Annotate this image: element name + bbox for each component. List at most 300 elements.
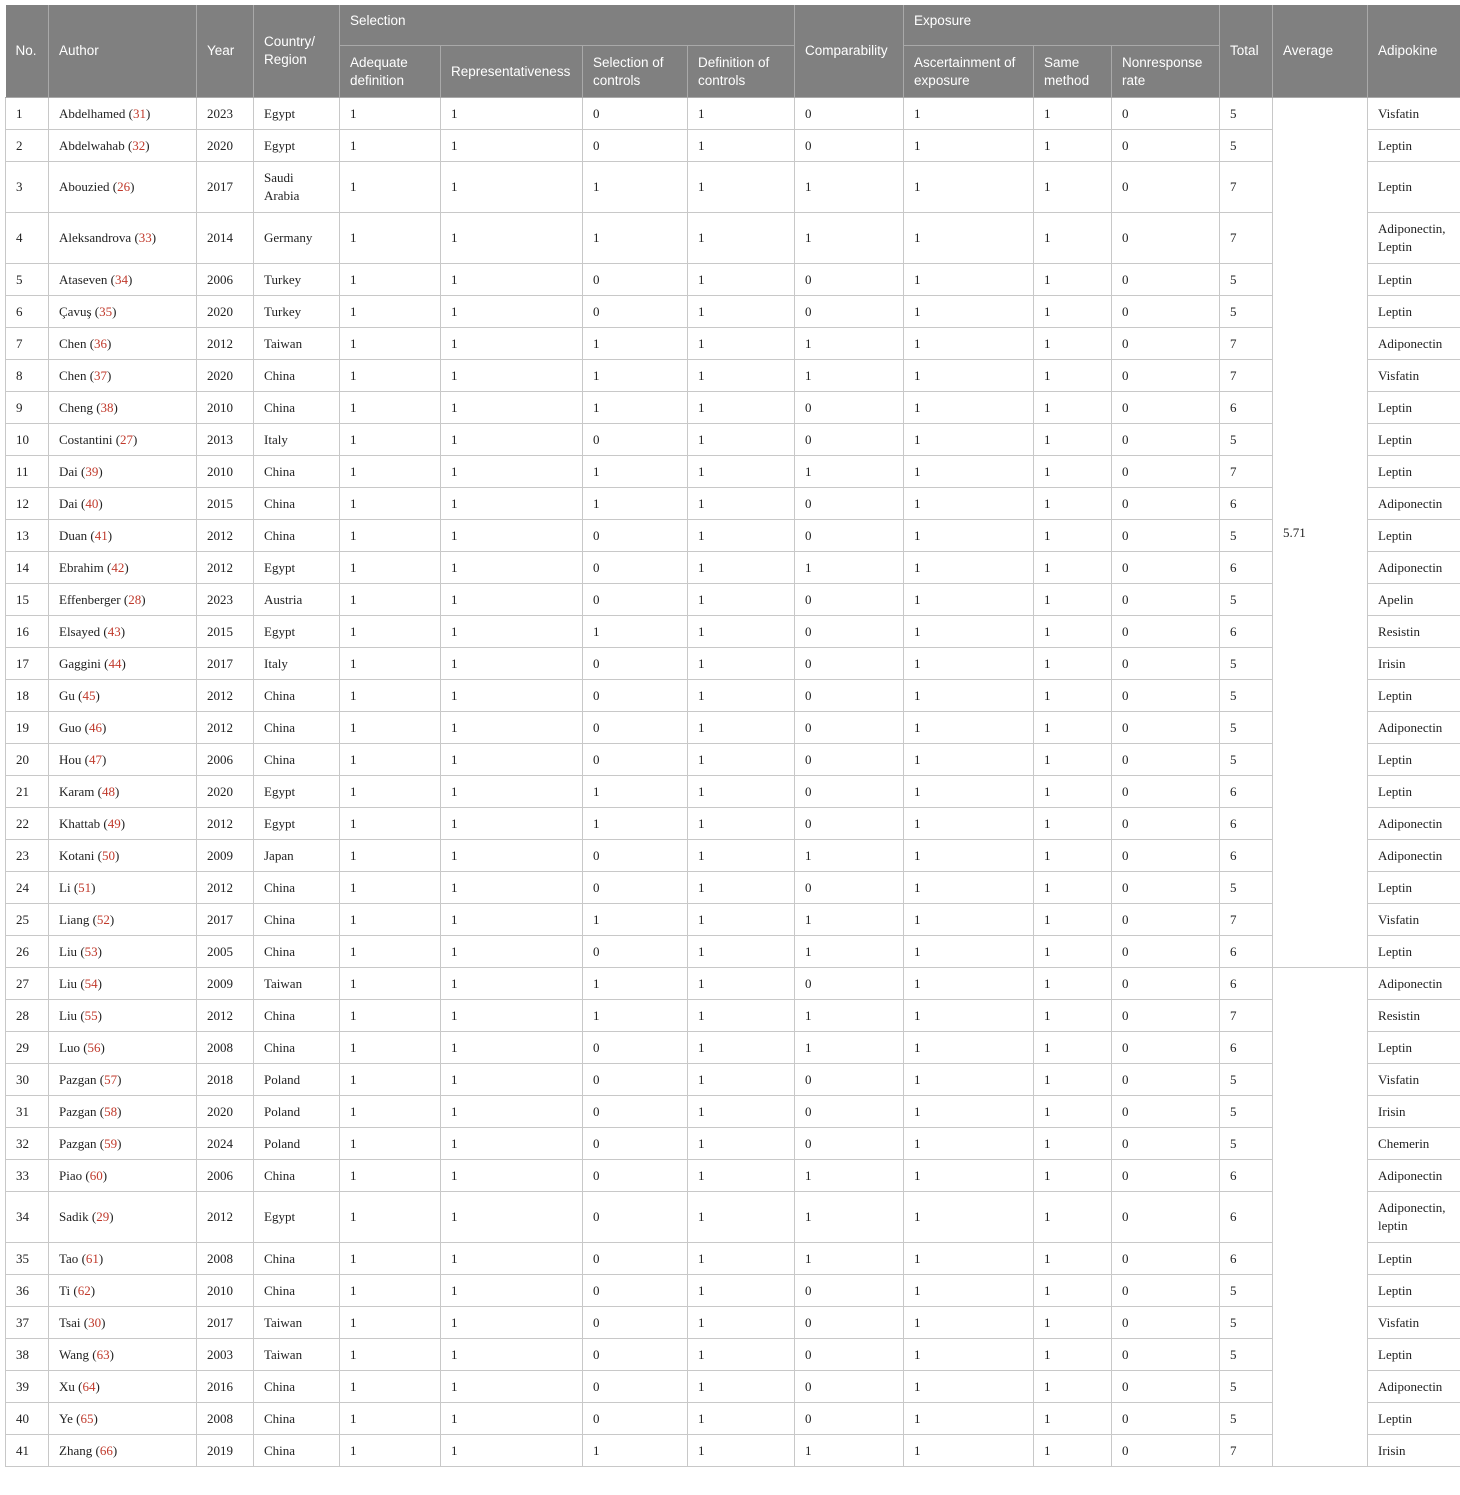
cell-nonresponse-rate: 0 <box>1112 776 1220 808</box>
cell-total: 5 <box>1220 520 1273 552</box>
reference-link[interactable]: 54 <box>84 975 98 991</box>
cell-country: Poland <box>254 1096 340 1128</box>
cell-year: 2015 <box>197 616 254 648</box>
cell-author: Abdelwahab (32) <box>49 130 197 162</box>
cell-adequate-definition: 1 <box>340 872 441 904</box>
cell-no: 16 <box>6 616 49 648</box>
header-selection-of-controls: Selection of controls <box>583 46 688 98</box>
cell-total: 5 <box>1220 648 1273 680</box>
cell-same-method: 1 <box>1034 392 1112 424</box>
cell-definition-of-controls: 1 <box>688 264 795 296</box>
table-row <box>6 264 1460 296</box>
cell-total: 5 <box>1220 1339 1273 1371</box>
cell-same-method: 1 <box>1034 520 1112 552</box>
cell-selection-of-controls: 0 <box>583 264 688 296</box>
cell-same-method: 1 <box>1034 872 1112 904</box>
reference-link[interactable]: 30 <box>88 1314 102 1330</box>
cell-representativeness: 1 <box>441 213 583 264</box>
cell-same-method: 1 <box>1034 1371 1112 1403</box>
cell-author: Ye (65) <box>49 1403 197 1435</box>
reference-link[interactable]: 48 <box>101 783 115 799</box>
cell-selection-of-controls: 0 <box>583 840 688 872</box>
cell-comparability: 1 <box>795 840 904 872</box>
table-row <box>6 968 1460 1000</box>
reference-link[interactable]: 36 <box>94 335 108 351</box>
cell-selection-of-controls: 0 <box>583 130 688 162</box>
cell-definition-of-controls: 1 <box>688 776 795 808</box>
cell-adequate-definition: 1 <box>340 616 441 648</box>
cell-comparability: 1 <box>795 1160 904 1192</box>
cell-representativeness: 1 <box>441 328 583 360</box>
author-name: Elsayed <box>59 623 101 639</box>
cell-adequate-definition: 1 <box>340 424 441 456</box>
reference-link[interactable]: 26 <box>117 179 131 194</box>
cell-nonresponse-rate: 0 <box>1112 488 1220 520</box>
cell-comparability: 0 <box>795 1403 904 1435</box>
cell-no: 4 <box>6 213 49 264</box>
cell-country: Italy <box>254 648 340 680</box>
cell-selection-of-controls: 0 <box>583 1371 688 1403</box>
header-same-method: Same method <box>1034 46 1112 98</box>
cell-country: China <box>254 1243 340 1275</box>
reference-link[interactable]: 51 <box>78 879 92 895</box>
reference-link[interactable]: 41 <box>94 527 108 543</box>
cell-country: Turkey <box>254 264 340 296</box>
reference-link[interactable]: 37 <box>94 367 108 383</box>
cell-adequate-definition: 1 <box>340 936 441 968</box>
cell-adequate-definition: 1 <box>340 1435 441 1467</box>
cell-selection-of-controls: 1 <box>583 904 688 936</box>
cell-country: Egypt <box>254 808 340 840</box>
cell-representativeness: 1 <box>441 424 583 456</box>
cell-total: 6 <box>1220 840 1273 872</box>
cell-ascertainment-of-exposure: 1 <box>904 1403 1034 1435</box>
cell-ascertainment-of-exposure: 1 <box>904 680 1034 712</box>
cell-selection-of-controls: 1 <box>583 162 688 213</box>
cell-no: 40 <box>6 1403 49 1435</box>
cell-selection-of-controls: 0 <box>583 680 688 712</box>
cell-year: 2017 <box>197 648 254 680</box>
cell-average-empty <box>1273 968 1368 1467</box>
cell-adipokine: Adiponectin <box>1368 488 1460 520</box>
cell-ascertainment-of-exposure: 1 <box>904 584 1034 616</box>
reference-link[interactable]: 56 <box>87 1039 101 1055</box>
cell-adipokine: Visfatin <box>1368 1064 1460 1096</box>
cell-adipokine: Apelin <box>1368 584 1460 616</box>
author-name: Chen <box>59 367 87 383</box>
cell-nonresponse-rate: 0 <box>1112 1032 1220 1064</box>
reference-link[interactable]: 34 <box>114 271 128 287</box>
reference-link[interactable]: 35 <box>99 303 113 319</box>
cell-adipokine: Irisin <box>1368 1435 1460 1467</box>
cell-selection-of-controls: 1 <box>583 488 688 520</box>
cell-definition-of-controls: 1 <box>688 1064 795 1096</box>
cell-ascertainment-of-exposure: 1 <box>904 936 1034 968</box>
cell-nonresponse-rate: 0 <box>1112 1307 1220 1339</box>
cell-same-method: 1 <box>1034 744 1112 776</box>
cell-selection-of-controls: 0 <box>583 584 688 616</box>
cell-nonresponse-rate: 0 <box>1112 904 1220 936</box>
cell-definition-of-controls: 1 <box>688 712 795 744</box>
table-row <box>6 1243 1460 1275</box>
cell-total: 5 <box>1220 680 1273 712</box>
cell-definition-of-controls: 1 <box>688 904 795 936</box>
cell-total: 5 <box>1220 712 1273 744</box>
cell-representativeness: 1 <box>441 872 583 904</box>
author-name: Effenberger <box>59 591 121 607</box>
cell-adequate-definition: 1 <box>340 1096 441 1128</box>
cell-total: 6 <box>1220 1032 1273 1064</box>
reference-link[interactable]: 58 <box>104 1103 118 1119</box>
cell-ascertainment-of-exposure: 1 <box>904 130 1034 162</box>
cell-total: 5 <box>1220 296 1273 328</box>
cell-adipokine: Resistin <box>1368 616 1460 648</box>
table-row <box>6 296 1460 328</box>
cell-representativeness: 1 <box>441 1096 583 1128</box>
cell-selection-of-controls: 0 <box>583 1096 688 1128</box>
reference-link[interactable]: 45 <box>82 687 96 703</box>
cell-definition-of-controls: 1 <box>688 1000 795 1032</box>
cell-year: 2018 <box>197 1064 254 1096</box>
cell-no: 14 <box>6 552 49 584</box>
cell-representativeness: 1 <box>441 1307 583 1339</box>
cell-country: China <box>254 1000 340 1032</box>
cell-ascertainment-of-exposure: 1 <box>904 1243 1034 1275</box>
cell-author: Luo (56) <box>49 1032 197 1064</box>
cell-author: Wang (63) <box>49 1339 197 1371</box>
cell-year: 2012 <box>197 680 254 712</box>
cell-total: 5 <box>1220 1371 1273 1403</box>
cell-no: 18 <box>6 680 49 712</box>
cell-comparability: 1 <box>795 936 904 968</box>
cell-adipokine: Adiponectin, leptin <box>1368 1192 1460 1243</box>
cell-adequate-definition: 1 <box>340 213 441 264</box>
cell-year: 2003 <box>197 1339 254 1371</box>
reference-link[interactable]: 63 <box>96 1346 110 1362</box>
cell-adipokine: Leptin <box>1368 162 1460 213</box>
author-name: Cheng <box>59 399 93 415</box>
cell-same-method: 1 <box>1034 1243 1112 1275</box>
cell-comparability: 0 <box>795 1128 904 1160</box>
cell-representativeness: 1 <box>441 296 583 328</box>
cell-no: 19 <box>6 712 49 744</box>
cell-comparability: 0 <box>795 648 904 680</box>
cell-same-method: 1 <box>1034 1403 1112 1435</box>
cell-ascertainment-of-exposure: 1 <box>904 904 1034 936</box>
reference-link[interactable]: 29 <box>96 1209 110 1224</box>
cell-representativeness: 1 <box>441 1128 583 1160</box>
reference-link[interactable]: 61 <box>85 1250 99 1266</box>
cell-country: Austria <box>254 584 340 616</box>
table-row <box>6 1275 1460 1307</box>
cell-same-method: 1 <box>1034 1339 1112 1371</box>
cell-comparability: 1 <box>795 904 904 936</box>
cell-adequate-definition: 1 <box>340 744 441 776</box>
header-country: Country/ Region <box>254 5 340 98</box>
cell-country: Egypt <box>254 776 340 808</box>
cell-year: 2012 <box>197 1192 254 1243</box>
cell-ascertainment-of-exposure: 1 <box>904 328 1034 360</box>
cell-ascertainment-of-exposure: 1 <box>904 744 1034 776</box>
reference-link[interactable]: 33 <box>138 230 152 245</box>
cell-ascertainment-of-exposure: 1 <box>904 1307 1034 1339</box>
cell-adequate-definition: 1 <box>340 648 441 680</box>
reference-link[interactable]: 66 <box>99 1442 113 1458</box>
author-name: Guo <box>59 719 82 735</box>
cell-adequate-definition: 1 <box>340 680 441 712</box>
cell-country: China <box>254 1403 340 1435</box>
header-nonresponse-rate: Nonresponse rate <box>1112 46 1220 98</box>
cell-definition-of-controls: 1 <box>688 1275 795 1307</box>
reference-link[interactable]: 57 <box>104 1071 118 1087</box>
cell-ascertainment-of-exposure: 1 <box>904 712 1034 744</box>
author-name: Costantini <box>59 431 113 447</box>
cell-same-method: 1 <box>1034 424 1112 456</box>
author-name: Çavuş <box>59 303 92 319</box>
reference-link[interactable]: 62 <box>77 1282 91 1298</box>
cell-comparability: 0 <box>795 520 904 552</box>
cell-total: 7 <box>1220 162 1273 213</box>
table-row <box>6 1128 1460 1160</box>
cell-ascertainment-of-exposure: 1 <box>904 424 1034 456</box>
cell-comparability: 1 <box>795 1243 904 1275</box>
author-name: Aleksandrova <box>59 230 132 245</box>
cell-ascertainment-of-exposure: 1 <box>904 1128 1034 1160</box>
reference-link[interactable]: 39 <box>85 463 99 479</box>
cell-adipokine: Adiponectin <box>1368 712 1460 744</box>
reference-link[interactable]: 28 <box>128 591 142 607</box>
cell-adipokine: Visfatin <box>1368 98 1460 130</box>
cell-author: Pazgan (57) <box>49 1064 197 1096</box>
cell-total: 5 <box>1220 1096 1273 1128</box>
cell-same-method: 1 <box>1034 1307 1112 1339</box>
reference-link[interactable]: 52 <box>96 911 110 927</box>
cell-adequate-definition: 1 <box>340 296 441 328</box>
cell-country: Taiwan <box>254 1339 340 1371</box>
cell-country: Egypt <box>254 130 340 162</box>
cell-adipokine: Leptin <box>1368 392 1460 424</box>
cell-author: Elsayed (43) <box>49 616 197 648</box>
cell-author: Ataseven (34) <box>49 264 197 296</box>
cell-same-method: 1 <box>1034 360 1112 392</box>
author-name: Liang <box>59 911 90 927</box>
cell-representativeness: 1 <box>441 584 583 616</box>
cell-no: 20 <box>6 744 49 776</box>
cell-country: China <box>254 712 340 744</box>
cell-country: Poland <box>254 1128 340 1160</box>
table-row <box>6 936 1460 968</box>
cell-selection-of-controls: 0 <box>583 1128 688 1160</box>
cell-no: 2 <box>6 130 49 162</box>
cell-year: 2014 <box>197 213 254 264</box>
cell-definition-of-controls: 1 <box>688 392 795 424</box>
reference-link[interactable]: 60 <box>89 1167 103 1183</box>
cell-representativeness: 1 <box>441 744 583 776</box>
cell-definition-of-controls: 1 <box>688 456 795 488</box>
cell-selection-of-controls: 0 <box>583 98 688 130</box>
cell-total: 5 <box>1220 98 1273 130</box>
reference-link[interactable]: 46 <box>88 719 102 735</box>
cell-representativeness: 1 <box>441 1243 583 1275</box>
reference-link[interactable]: 42 <box>111 559 125 575</box>
cell-same-method: 1 <box>1034 213 1112 264</box>
cell-representativeness: 1 <box>441 776 583 808</box>
cell-representativeness: 1 <box>441 1403 583 1435</box>
cell-comparability: 0 <box>795 488 904 520</box>
cell-no: 29 <box>6 1032 49 1064</box>
cell-same-method: 1 <box>1034 162 1112 213</box>
cell-total: 6 <box>1220 392 1273 424</box>
cell-representativeness: 1 <box>441 616 583 648</box>
author-name: Kotani <box>59 847 95 863</box>
cell-adequate-definition: 1 <box>340 1403 441 1435</box>
cell-adipokine: Leptin <box>1368 680 1460 712</box>
table-row <box>6 360 1460 392</box>
cell-total: 7 <box>1220 1000 1273 1032</box>
cell-selection-of-controls: 0 <box>583 712 688 744</box>
cell-year: 2012 <box>197 328 254 360</box>
cell-total: 6 <box>1220 936 1273 968</box>
author-name: Pazgan <box>59 1135 97 1151</box>
cell-total: 5 <box>1220 744 1273 776</box>
cell-adequate-definition: 1 <box>340 712 441 744</box>
cell-ascertainment-of-exposure: 1 <box>904 648 1034 680</box>
cell-no: 31 <box>6 1096 49 1128</box>
table-row <box>6 328 1460 360</box>
author-name: Luo <box>59 1039 80 1055</box>
cell-ascertainment-of-exposure: 1 <box>904 1064 1034 1096</box>
cell-no: 34 <box>6 1192 49 1243</box>
cell-adipokine: Adiponectin, Leptin <box>1368 213 1460 264</box>
reference-link[interactable]: 47 <box>88 751 102 767</box>
cell-no: 33 <box>6 1160 49 1192</box>
cell-definition-of-controls: 1 <box>688 98 795 130</box>
cell-author: Xu (64) <box>49 1371 197 1403</box>
cell-representativeness: 1 <box>441 98 583 130</box>
author-name: Karam <box>59 783 95 799</box>
cell-selection-of-controls: 1 <box>583 808 688 840</box>
cell-year: 2020 <box>197 130 254 162</box>
cell-definition-of-controls: 1 <box>688 296 795 328</box>
reference-link[interactable]: 50 <box>101 847 115 863</box>
cell-country: Taiwan <box>254 1307 340 1339</box>
cell-representativeness: 1 <box>441 1032 583 1064</box>
cell-comparability: 1 <box>795 1192 904 1243</box>
cell-no: 25 <box>6 904 49 936</box>
header-author: Author <box>49 5 197 98</box>
reference-link[interactable]: 32 <box>132 137 146 153</box>
author-name: Gu <box>59 687 75 703</box>
cell-same-method: 1 <box>1034 1435 1112 1467</box>
reference-link[interactable]: 49 <box>107 815 121 831</box>
cell-adipokine: Adiponectin <box>1368 328 1460 360</box>
cell-same-method: 1 <box>1034 1064 1112 1096</box>
cell-author: Liu (54) <box>49 968 197 1000</box>
reference-link[interactable]: 64 <box>82 1378 96 1394</box>
cell-author: Chen (37) <box>49 360 197 392</box>
reference-link[interactable]: 43 <box>107 623 121 639</box>
cell-ascertainment-of-exposure: 1 <box>904 776 1034 808</box>
reference-link[interactable]: 55 <box>84 1007 98 1023</box>
table-row <box>6 1339 1460 1371</box>
cell-total: 5 <box>1220 424 1273 456</box>
header-representativeness: Representativeness <box>441 46 583 98</box>
cell-definition-of-controls: 1 <box>688 648 795 680</box>
cell-year: 2008 <box>197 1403 254 1435</box>
cell-adequate-definition: 1 <box>340 456 441 488</box>
cell-nonresponse-rate: 0 <box>1112 1000 1220 1032</box>
cell-year: 2010 <box>197 1275 254 1307</box>
reference-link[interactable]: 38 <box>100 399 114 415</box>
cell-ascertainment-of-exposure: 1 <box>904 808 1034 840</box>
table-row <box>6 776 1460 808</box>
reference-link[interactable]: 65 <box>80 1410 94 1426</box>
cell-definition-of-controls: 1 <box>688 744 795 776</box>
table-row <box>6 130 1460 162</box>
author-name: Dai <box>59 463 78 479</box>
cell-representativeness: 1 <box>441 130 583 162</box>
author-name: Sadik <box>59 1209 89 1224</box>
cell-representativeness: 1 <box>441 488 583 520</box>
cell-no: 11 <box>6 456 49 488</box>
cell-ascertainment-of-exposure: 1 <box>904 1032 1034 1064</box>
cell-country: Taiwan <box>254 328 340 360</box>
cell-country: China <box>254 392 340 424</box>
cell-adipokine: Adiponectin <box>1368 1160 1460 1192</box>
reference-link[interactable]: 44 <box>108 655 122 671</box>
cell-representativeness: 1 <box>441 1160 583 1192</box>
cell-selection-of-controls: 1 <box>583 776 688 808</box>
header-definition-of-controls: Definition of controls <box>688 46 795 98</box>
reference-link[interactable]: 27 <box>120 431 134 447</box>
cell-nonresponse-rate: 0 <box>1112 1128 1220 1160</box>
reference-link[interactable]: 31 <box>133 105 147 121</box>
cell-selection-of-controls: 0 <box>583 1160 688 1192</box>
cell-country: Germany <box>254 213 340 264</box>
cell-comparability: 0 <box>795 98 904 130</box>
cell-year: 2006 <box>197 1160 254 1192</box>
cell-ascertainment-of-exposure: 1 <box>904 616 1034 648</box>
cell-comparability: 0 <box>795 776 904 808</box>
cell-no: 23 <box>6 840 49 872</box>
header-comparability: Comparability <box>795 5 904 98</box>
cell-definition-of-controls: 1 <box>688 1403 795 1435</box>
cell-ascertainment-of-exposure: 1 <box>904 392 1034 424</box>
cell-same-method: 1 <box>1034 584 1112 616</box>
cell-country: China <box>254 680 340 712</box>
cell-total: 5 <box>1220 872 1273 904</box>
cell-definition-of-controls: 1 <box>688 552 795 584</box>
table-row <box>6 488 1460 520</box>
cell-country: China <box>254 872 340 904</box>
header-total: Total <box>1220 5 1273 98</box>
cell-nonresponse-rate: 0 <box>1112 936 1220 968</box>
cell-same-method: 1 <box>1034 680 1112 712</box>
cell-comparability: 1 <box>795 1435 904 1467</box>
cell-year: 2012 <box>197 520 254 552</box>
reference-link[interactable]: 59 <box>104 1135 118 1151</box>
cell-adipokine: Chemerin <box>1368 1128 1460 1160</box>
cell-ascertainment-of-exposure: 1 <box>904 840 1034 872</box>
cell-ascertainment-of-exposure: 1 <box>904 1096 1034 1128</box>
table-row <box>6 1064 1460 1096</box>
cell-definition-of-controls: 1 <box>688 808 795 840</box>
cell-comparability: 0 <box>795 616 904 648</box>
cell-comparability: 0 <box>795 712 904 744</box>
reference-link[interactable]: 53 <box>84 943 98 959</box>
reference-link[interactable]: 40 <box>85 495 99 511</box>
header-ascertainment-of-exposure: Ascertainment of exposure <box>904 46 1034 98</box>
